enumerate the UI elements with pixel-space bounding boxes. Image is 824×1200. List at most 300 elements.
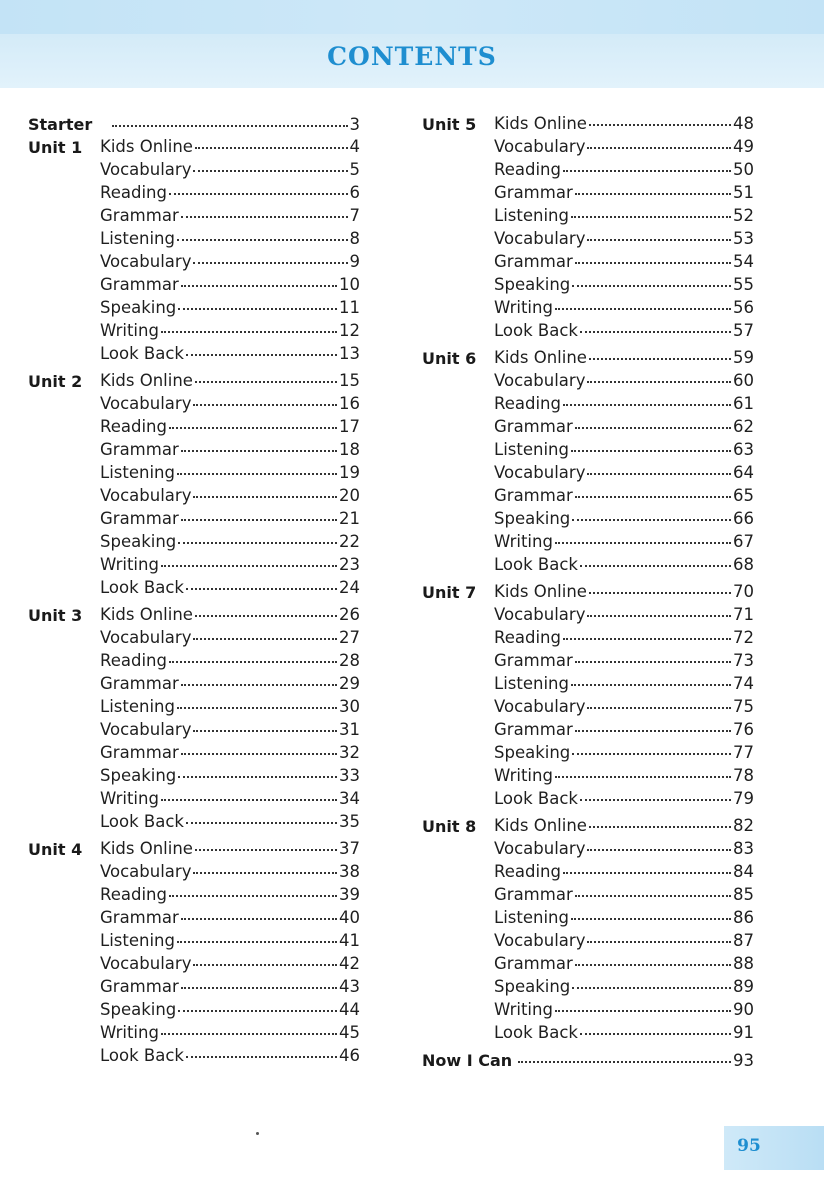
unit-entries (494, 580, 754, 810)
page-ref: 50 (733, 160, 754, 179)
entry-title: Writing (494, 766, 553, 785)
contents-entry[interactable] (100, 576, 360, 599)
entry-title: Look Back (100, 578, 184, 597)
unit-label: Unit 5 (422, 115, 477, 134)
page-ref: 15 (339, 371, 360, 390)
entry-title: Listening (494, 440, 569, 459)
contents-entry[interactable] (494, 626, 754, 649)
header-strip (0, 0, 824, 34)
entry-title: Reading (494, 394, 561, 413)
leader-dots (518, 1061, 731, 1063)
leader-dots (571, 918, 731, 920)
page-ref: 23 (339, 555, 360, 574)
leader-dots (563, 638, 731, 640)
contents-entry[interactable] (100, 998, 360, 1021)
page-ref: 78 (733, 766, 754, 785)
contents-entry[interactable] (494, 764, 754, 787)
leader-dots (555, 776, 731, 778)
leader-dots (186, 354, 337, 356)
entry-title: Kids Online (100, 605, 193, 624)
contents-entry[interactable] (100, 718, 360, 741)
leader-dots (181, 519, 337, 521)
entry-title: Grammar (100, 509, 179, 528)
leader-dots (572, 987, 731, 989)
unit-entries (100, 369, 360, 599)
page-ref: 76 (733, 720, 754, 739)
leader-dots (193, 262, 347, 264)
entry-title: Vocabulary (100, 862, 192, 881)
leader-dots (169, 193, 348, 195)
page-ref: 17 (339, 417, 360, 436)
page-ref: 59 (733, 348, 754, 367)
leader-dots (177, 707, 337, 709)
page-ref: 33 (339, 766, 360, 785)
leader-dots (186, 588, 337, 590)
contents-entry[interactable] (100, 204, 360, 227)
entry-title: Vocabulary (100, 252, 192, 271)
now-i-can-label: Now I Can (422, 1051, 513, 1070)
contents-entry[interactable] (100, 787, 360, 810)
contents-entry[interactable] (100, 530, 360, 553)
page-ref: 11 (339, 298, 360, 317)
contents-entry[interactable] (100, 626, 360, 649)
leader-dots (177, 239, 348, 241)
page-ref: 8 (349, 229, 360, 248)
leader-dots (178, 1010, 337, 1012)
page-ref: 44 (339, 1000, 360, 1019)
entry-title: Look Back (100, 812, 184, 831)
leader-dots (571, 450, 731, 452)
contents-entry[interactable] (494, 346, 754, 369)
entry-title: Vocabulary (100, 628, 192, 647)
unit-group (422, 580, 754, 810)
entry-title: Reading (494, 628, 561, 647)
unit-entries (494, 346, 754, 576)
leader-dots (193, 404, 337, 406)
page-ref: 83 (733, 839, 754, 858)
unit-group (28, 837, 360, 1067)
entry-title: Speaking (100, 532, 177, 551)
leader-dots (181, 450, 337, 452)
contents-entry[interactable] (100, 860, 360, 883)
page-ref: 4 (349, 137, 360, 156)
contents-entry[interactable] (100, 952, 360, 975)
leader-dots (161, 331, 337, 333)
contents-entry[interactable] (100, 158, 360, 181)
unit-label: Unit 4 (28, 840, 83, 859)
leader-dots (195, 147, 348, 149)
page-number: 95 (737, 1136, 761, 1156)
contents-entry[interactable] (494, 603, 754, 626)
entry-title: Grammar (494, 651, 573, 670)
contents-entry[interactable] (100, 250, 360, 273)
entry-title: Kids Online (494, 348, 587, 367)
leader-dots (572, 753, 731, 755)
page-ref: 16 (339, 394, 360, 413)
page-ref: 5 (349, 160, 360, 179)
contents-entry[interactable] (494, 461, 754, 484)
page-ref: 41 (339, 931, 360, 950)
leader-dots (563, 170, 731, 172)
contents-entry[interactable] (494, 227, 754, 250)
leader-dots (555, 308, 731, 310)
contents-entry[interactable] (494, 181, 754, 204)
entry-title: Grammar (494, 720, 573, 739)
page-ref: 86 (733, 908, 754, 927)
leader-dots (193, 638, 337, 640)
entry-title: Look Back (100, 344, 184, 363)
page-ref: 64 (733, 463, 754, 482)
contents-entry[interactable] (494, 1021, 754, 1044)
leader-dots (589, 358, 731, 360)
page-ref: 68 (733, 555, 754, 574)
entry-title: Listening (494, 674, 569, 693)
contents-entry[interactable] (494, 438, 754, 461)
page-ref: 3 (349, 115, 360, 134)
entry-title: Vocabulary (494, 697, 586, 716)
page-ref: 18 (339, 440, 360, 459)
leader-dots (195, 849, 337, 851)
contents-entry[interactable] (494, 814, 754, 837)
contents-entry[interactable] (100, 484, 360, 507)
leader-dots (178, 308, 337, 310)
unit-entries (494, 814, 754, 1044)
entry-title: Vocabulary (494, 463, 586, 482)
leader-dots (580, 1033, 731, 1035)
contents-entry[interactable] (494, 672, 754, 695)
leader-dots (587, 473, 731, 475)
page-ref: 65 (733, 486, 754, 505)
contents-entry[interactable] (100, 764, 360, 787)
unit-label: Unit 7 (422, 583, 477, 602)
entry-title: Look Back (100, 1046, 184, 1065)
entry-title: Vocabulary (100, 394, 192, 413)
contents-entry[interactable] (494, 484, 754, 507)
leader-dots (575, 895, 731, 897)
unit-group (422, 814, 754, 1044)
contents-entry[interactable] (100, 273, 360, 296)
unit-label: Unit 6 (422, 349, 477, 368)
contents-entry[interactable] (494, 580, 754, 603)
entry-title: Grammar (100, 206, 179, 225)
page-ref: 39 (339, 885, 360, 904)
contents-entry[interactable] (494, 718, 754, 741)
page-ref: 55 (733, 275, 754, 294)
entry-title: Grammar (494, 183, 573, 202)
entry-title: Vocabulary (100, 160, 192, 179)
contents-entry[interactable] (494, 135, 754, 158)
leader-dots (181, 216, 348, 218)
page-ref: 79 (733, 789, 754, 808)
page-ref: 52 (733, 206, 754, 225)
leader-dots (193, 496, 337, 498)
contents-entry[interactable] (494, 415, 754, 438)
page-ref: 45 (339, 1023, 360, 1042)
entry-title: Reading (494, 862, 561, 881)
contents-entry[interactable] (100, 461, 360, 484)
contents-entry[interactable] (494, 158, 754, 181)
leader-dots (181, 918, 337, 920)
contents-entry[interactable] (494, 883, 754, 906)
leader-dots (587, 849, 731, 851)
page-title: CONTENTS (327, 42, 497, 71)
leader-dots (589, 592, 731, 594)
leader-dots (181, 684, 337, 686)
leader-dots (563, 404, 731, 406)
entry-title: Vocabulary (100, 486, 192, 505)
contents-entry[interactable] (494, 553, 754, 576)
leader-dots (178, 542, 337, 544)
page-ref: 72 (733, 628, 754, 647)
contents-entry[interactable] (494, 952, 754, 975)
page-ref: 7 (349, 206, 360, 225)
page-ref: 56 (733, 298, 754, 317)
page-ref: 24 (339, 578, 360, 597)
contents-entry[interactable] (494, 975, 754, 998)
page-ref: 26 (339, 605, 360, 624)
contents-entry[interactable] (494, 112, 754, 135)
contents-entry[interactable] (100, 929, 360, 952)
contents-entry[interactable] (494, 787, 754, 810)
leader-dots (587, 941, 731, 943)
page-ref: 20 (339, 486, 360, 505)
leader-dots (575, 964, 731, 966)
contents-entry[interactable] (100, 369, 360, 392)
entry-title: Vocabulary (494, 229, 586, 248)
leader-dots (587, 147, 731, 149)
contents-entry[interactable] (100, 438, 360, 461)
page-ref: 75 (733, 697, 754, 716)
contents-entry[interactable] (100, 507, 360, 530)
leader-dots (181, 285, 337, 287)
contents-entry[interactable] (494, 204, 754, 227)
page-ref: 48 (733, 114, 754, 133)
page-ref: 87 (733, 931, 754, 950)
contents-entry[interactable] (100, 296, 360, 319)
leader-dots (181, 753, 337, 755)
contents-entry[interactable] (100, 810, 360, 833)
unit-entries (100, 837, 360, 1067)
page-ref: 13 (339, 344, 360, 363)
contents-column-right (422, 112, 754, 1071)
starter-row[interactable] (28, 112, 360, 135)
contents-entry[interactable] (494, 507, 754, 530)
contents-entry[interactable] (100, 135, 360, 158)
page-ref: 29 (339, 674, 360, 693)
contents-entry[interactable] (494, 250, 754, 273)
leader-dots (177, 941, 337, 943)
entry-title: Grammar (494, 417, 573, 436)
page-ref: 61 (733, 394, 754, 413)
entry-title: Vocabulary (494, 371, 586, 390)
page-ref: 51 (733, 183, 754, 202)
entry-title: Listening (100, 463, 175, 482)
contents-entry[interactable] (494, 906, 754, 929)
leader-dots (112, 125, 347, 127)
contents-entry[interactable] (100, 181, 360, 204)
page-ref: 12 (339, 321, 360, 340)
leader-dots (169, 427, 337, 429)
contents-entry[interactable] (494, 860, 754, 883)
contents-entry[interactable] (494, 296, 754, 319)
entry-title: Kids Online (494, 582, 587, 601)
unit-label: Unit 3 (28, 606, 83, 625)
page-ref: 27 (339, 628, 360, 647)
contents-entry[interactable] (100, 837, 360, 860)
print-speck (256, 1132, 259, 1135)
entry-title: Grammar (100, 275, 179, 294)
contents-entry[interactable] (494, 273, 754, 296)
now-i-can-row[interactable] (422, 1048, 754, 1071)
entry-title: Vocabulary (100, 954, 192, 973)
contents-entry[interactable] (100, 227, 360, 250)
leader-dots (575, 193, 731, 195)
contents-entry[interactable] (494, 837, 754, 860)
leader-dots (572, 519, 731, 521)
page-ref: 54 (733, 252, 754, 271)
page-ref: 91 (733, 1023, 754, 1042)
contents-entry[interactable] (100, 1044, 360, 1067)
contents-entry[interactable] (494, 998, 754, 1021)
leader-dots (161, 799, 337, 801)
contents-column-left (28, 112, 360, 1067)
entry-title: Speaking (100, 1000, 177, 1019)
page-ref: 38 (339, 862, 360, 881)
leader-dots (181, 987, 337, 989)
page-ref: 85 (733, 885, 754, 904)
contents-entry[interactable] (100, 672, 360, 695)
leader-dots (575, 661, 731, 663)
starter-label: Starter (28, 115, 93, 134)
page-ref: 67 (733, 532, 754, 551)
leader-dots (580, 799, 731, 801)
entry-title: Speaking (100, 766, 177, 785)
entry-title: Writing (100, 321, 159, 340)
entry-title: Reading (100, 651, 167, 670)
entry-title: Listening (494, 206, 569, 225)
entry-title: Vocabulary (100, 720, 192, 739)
leader-dots (186, 1056, 337, 1058)
page-ref: 31 (339, 720, 360, 739)
contents-entry[interactable] (100, 342, 360, 365)
contents-entry[interactable] (494, 530, 754, 553)
page-ref: 89 (733, 977, 754, 996)
entry-title: Look Back (494, 321, 578, 340)
entry-title: Grammar (494, 486, 573, 505)
contents-entry[interactable] (494, 392, 754, 415)
leader-dots (563, 872, 731, 874)
page-ref: 46 (339, 1046, 360, 1065)
page-ref: 60 (733, 371, 754, 390)
entry-title: Reading (100, 417, 167, 436)
contents-entry[interactable] (494, 319, 754, 342)
contents-entry[interactable] (100, 603, 360, 626)
page-ref: 32 (339, 743, 360, 762)
entry-title: Reading (494, 160, 561, 179)
contents-entry[interactable] (100, 975, 360, 998)
entry-title: Vocabulary (494, 931, 586, 950)
contents-entry[interactable] (494, 929, 754, 952)
entry-title: Kids Online (494, 114, 587, 133)
entry-title: Look Back (494, 1023, 578, 1042)
contents-entry[interactable] (100, 741, 360, 764)
entry-title: Look Back (494, 789, 578, 808)
contents-entry[interactable] (100, 415, 360, 438)
page-ref: 62 (733, 417, 754, 436)
leader-dots (555, 542, 731, 544)
entry-title: Listening (100, 697, 175, 716)
contents-entry[interactable] (100, 906, 360, 929)
unit-group (422, 346, 754, 576)
unit-group (28, 603, 360, 833)
contents-entry[interactable] (100, 883, 360, 906)
contents-entry[interactable] (494, 695, 754, 718)
entry-title: Grammar (494, 885, 573, 904)
entry-title: Reading (100, 183, 167, 202)
page-ref: 49 (733, 137, 754, 156)
entry-title: Vocabulary (494, 839, 586, 858)
leader-dots (193, 872, 337, 874)
contents-entry[interactable] (494, 649, 754, 672)
leader-dots (555, 1010, 731, 1012)
entry-title: Writing (100, 1023, 159, 1042)
entry-title: Speaking (494, 977, 571, 996)
entry-title: Grammar (100, 674, 179, 693)
page-ref: 28 (339, 651, 360, 670)
page-ref: 66 (733, 509, 754, 528)
page-ref: 21 (339, 509, 360, 528)
contents-entry[interactable] (494, 369, 754, 392)
entry-title: Speaking (494, 743, 571, 762)
contents-entry[interactable] (494, 741, 754, 764)
leader-dots (177, 473, 337, 475)
page-ref: 42 (339, 954, 360, 973)
leader-dots (161, 565, 337, 567)
page-ref: 37 (339, 839, 360, 858)
leader-dots (572, 285, 731, 287)
contents-entry[interactable] (100, 319, 360, 342)
leader-dots (186, 822, 337, 824)
leader-dots (178, 776, 337, 778)
leader-dots (169, 661, 337, 663)
entry-title: Vocabulary (494, 605, 586, 624)
entry-title: Writing (494, 532, 553, 551)
leader-dots (575, 427, 731, 429)
contents-entry[interactable] (100, 553, 360, 576)
unit-entries (100, 603, 360, 833)
page-ref: 10 (339, 275, 360, 294)
unit-group (28, 135, 360, 365)
page-ref: 63 (733, 440, 754, 459)
entry-title: Writing (100, 789, 159, 808)
page-ref: 90 (733, 1000, 754, 1019)
page-ref: 93 (733, 1051, 754, 1070)
contents-entry[interactable] (100, 695, 360, 718)
contents-entry[interactable] (100, 1021, 360, 1044)
page-ref: 82 (733, 816, 754, 835)
contents-entry[interactable] (100, 649, 360, 672)
leader-dots (571, 684, 731, 686)
entry-title: Kids Online (100, 371, 193, 390)
entry-title: Writing (494, 1000, 553, 1019)
entry-title: Kids Online (100, 137, 193, 156)
contents-entry[interactable] (100, 392, 360, 415)
unit-label: Unit 1 (28, 138, 83, 157)
page-ref: 84 (733, 862, 754, 881)
leader-dots (193, 964, 337, 966)
page-ref: 70 (733, 582, 754, 601)
unit-group (422, 112, 754, 342)
